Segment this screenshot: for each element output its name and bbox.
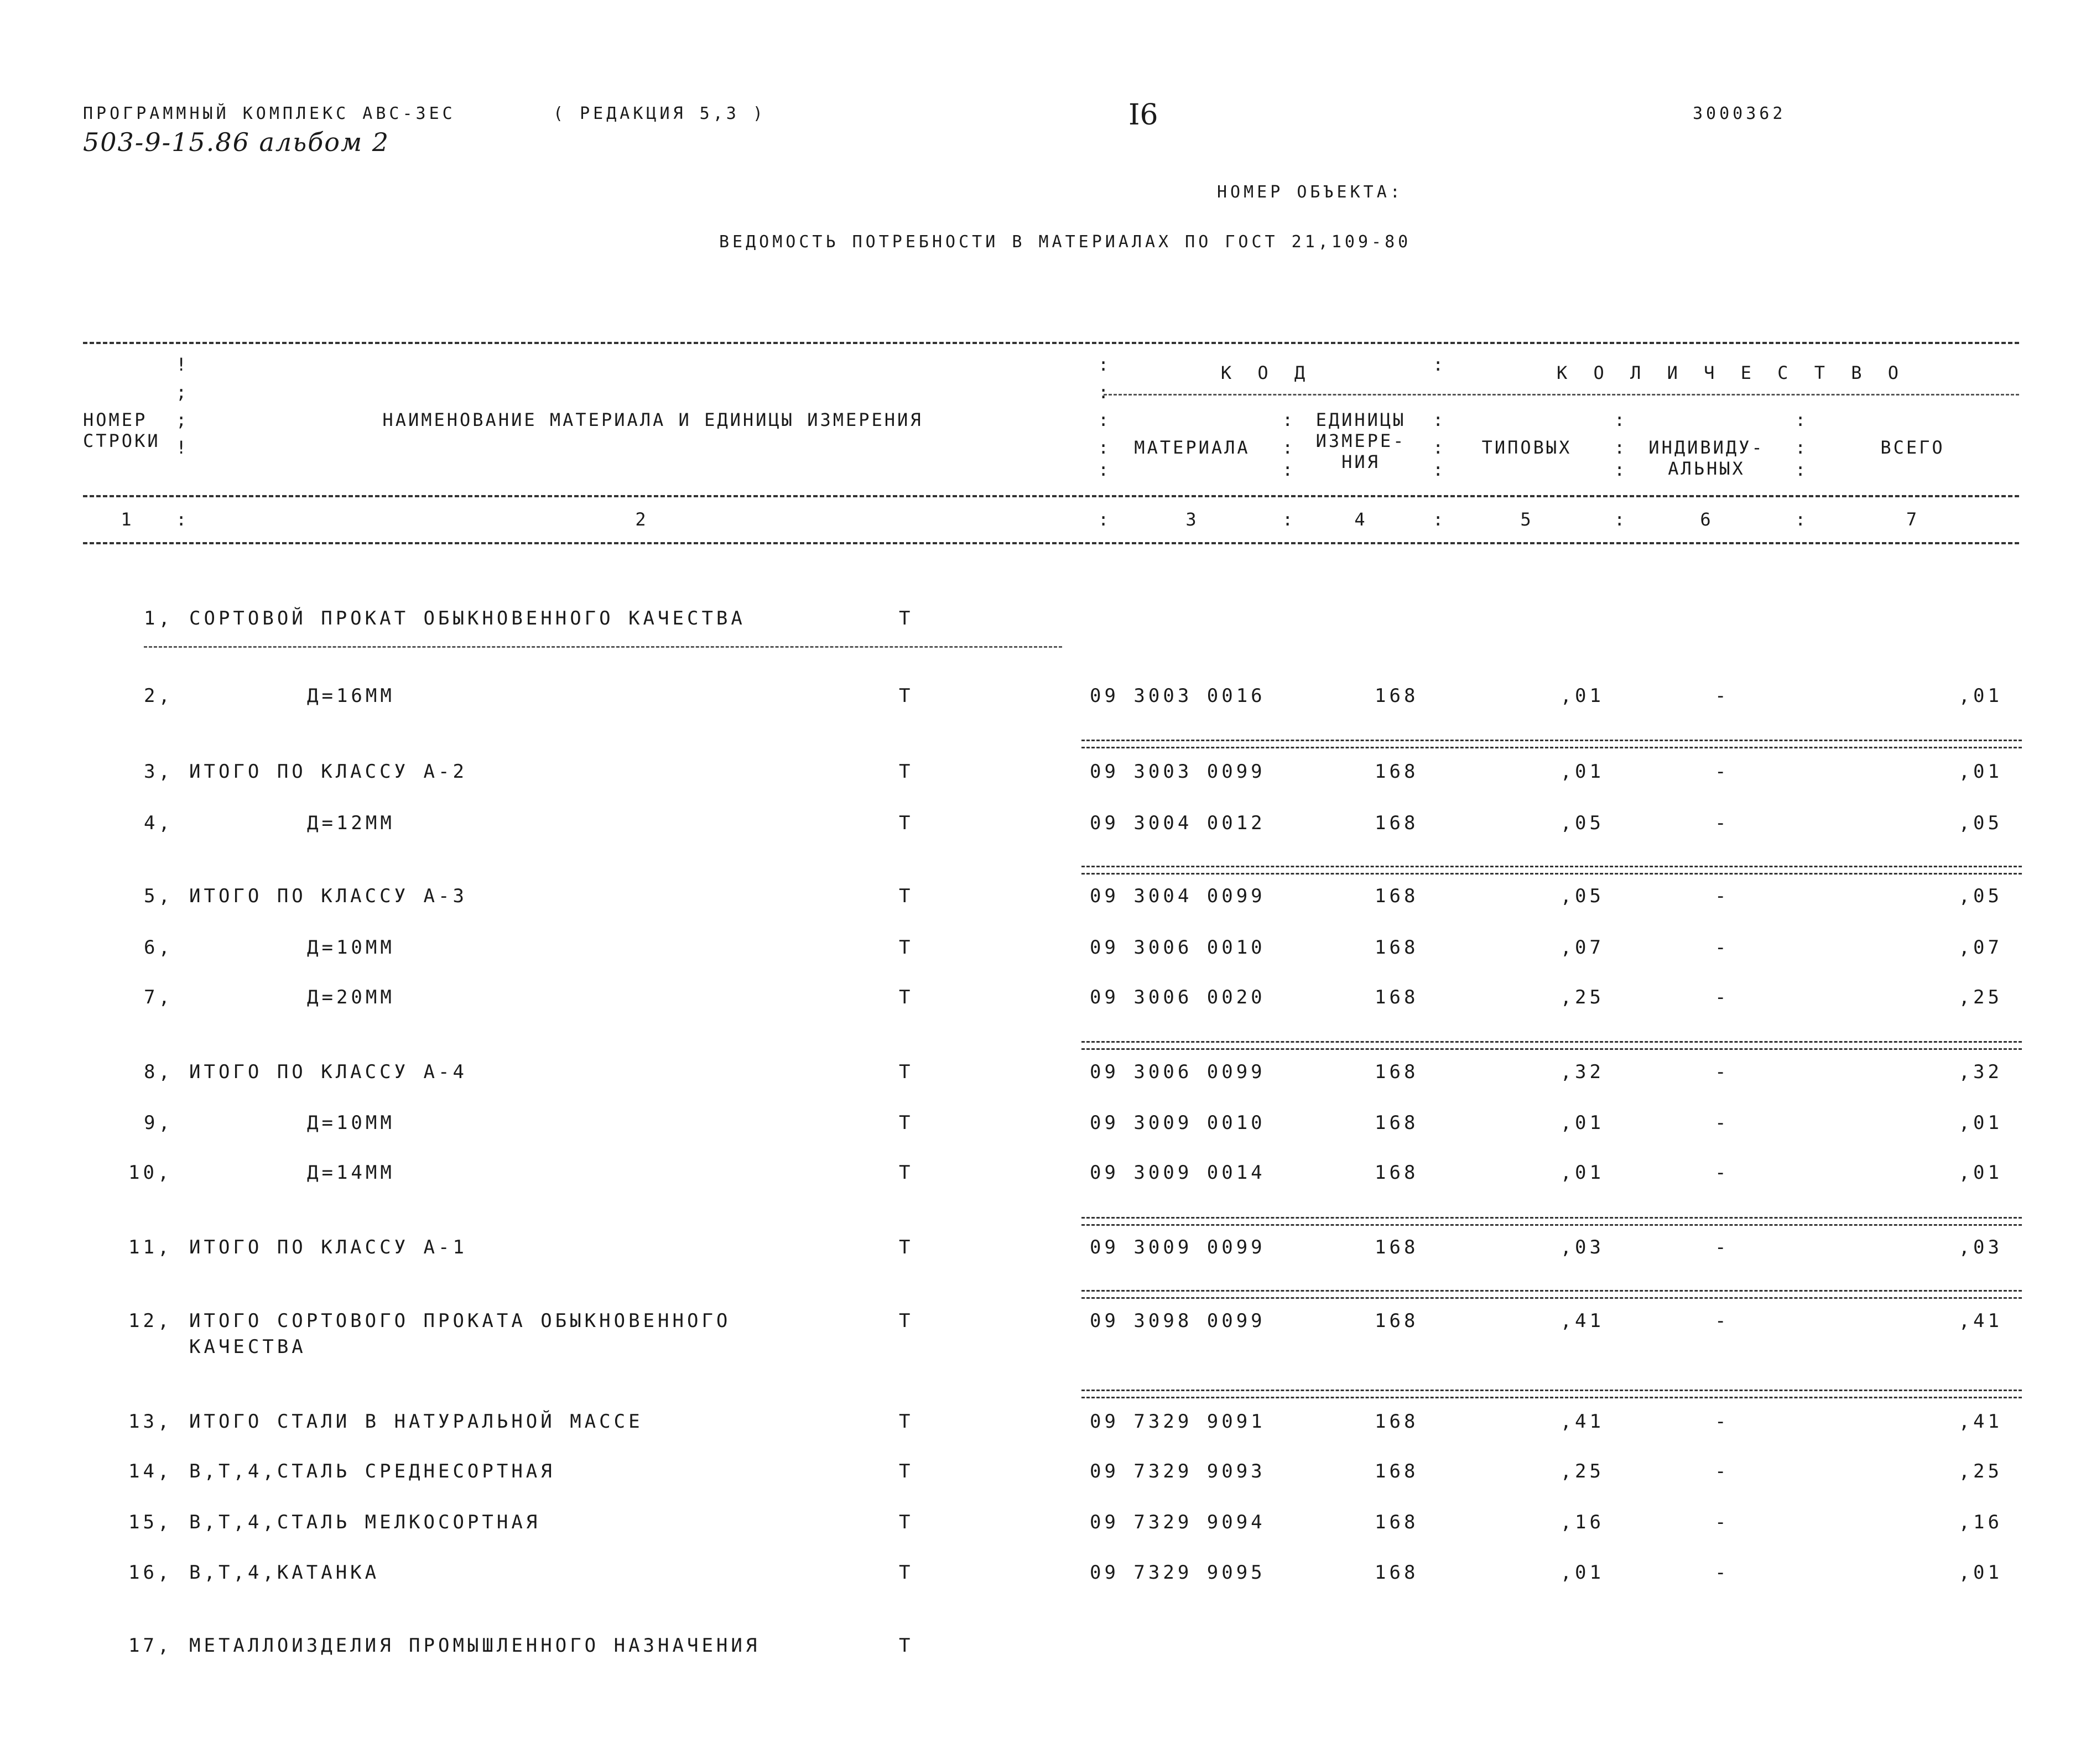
- row-unit: Т: [899, 685, 914, 707]
- row-qty-typical: ,01: [1560, 761, 1604, 783]
- row-qty-total: ,25: [1958, 986, 2002, 1008]
- row-unit: Т: [899, 936, 914, 959]
- column-number-1: 1: [121, 509, 134, 530]
- row-qty-total: ,07: [1958, 936, 2002, 959]
- row-material-name: МЕТАЛЛОИЗДЕЛИЯ ПРОМЫШЛЕННОГО НАЗНАЧЕНИЯ: [189, 1635, 761, 1657]
- header-separator: !: [176, 437, 187, 458]
- row-number: 11,: [128, 1236, 173, 1258]
- row-number: 6,: [144, 936, 173, 959]
- row-unit: Т: [899, 812, 914, 834]
- row-unit: Т: [899, 1511, 914, 1533]
- document-title: ВЕДОМОСТЬ ПОТРЕБНОСТИ В МАТЕРИАЛАХ ПО ГОСТ 21,109-80: [719, 232, 1412, 252]
- header-separator: ;: [176, 409, 187, 430]
- row-number: 14,: [128, 1460, 173, 1482]
- row-material-code: 09 3004 0099: [1090, 885, 1266, 907]
- header-mid-rule: [83, 495, 2019, 497]
- row-material-name: ИТОГО ПО КЛАССУ А-3: [189, 885, 467, 907]
- row-unit-code: 168: [1375, 1112, 1419, 1134]
- row-unit-code: 168: [1375, 986, 1419, 1008]
- header-separator: :: [1433, 354, 1444, 375]
- subtotal-rule: [1081, 1217, 2022, 1226]
- header-code-group: К О Д: [1220, 362, 1313, 383]
- row-qty-total: ,03: [1958, 1236, 2002, 1258]
- row-number: 2,: [144, 685, 173, 707]
- row-material-name: Д=16ММ: [307, 685, 395, 707]
- header-separator: :: [176, 509, 187, 530]
- row-material-code: 09 7329 9093: [1090, 1460, 1266, 1482]
- header-separator: :: [1614, 437, 1625, 458]
- row-unit: Т: [899, 1411, 914, 1433]
- row-qty-total: ,41: [1958, 1310, 2002, 1332]
- row-qty-typical: ,01: [1560, 1562, 1604, 1584]
- row-unit-code: 168: [1375, 1162, 1419, 1184]
- row-unit-code: 168: [1375, 1061, 1419, 1083]
- row-qty-individual: -: [1715, 1310, 1730, 1332]
- row-unit-code: 168: [1375, 936, 1419, 959]
- row-qty-total: ,41: [1958, 1411, 2002, 1433]
- row-qty-total: ,01: [1958, 1112, 2002, 1134]
- header-separator: :: [1433, 409, 1444, 430]
- row-material-name: ИТОГО ПО КЛАССУ А-1: [189, 1236, 467, 1258]
- header-quantity-total: ВСЕГО: [1880, 437, 1945, 458]
- row-qty-individual: -: [1715, 761, 1730, 783]
- header-material-name: НАИМЕНОВАНИЕ МАТЕРИАЛА И ЕДИНИЦЫ ИЗМЕРЕНИЯ: [382, 409, 923, 430]
- row-number: 8,: [144, 1061, 173, 1083]
- row-unit: Т: [899, 1460, 914, 1482]
- row-qty-total: ,01: [1958, 1562, 2002, 1584]
- row-number: 9,: [144, 1112, 173, 1134]
- column-number-5: 5: [1520, 509, 1533, 530]
- row-qty-typical: ,05: [1560, 812, 1604, 834]
- row-unit-code: 168: [1375, 1562, 1419, 1584]
- header-code-unit: ЕДИНИЦЫ ИЗМЕРЕ- НИЯ: [1315, 409, 1406, 472]
- header-bottom-rule: [83, 542, 2019, 544]
- subtotal-rule: [1081, 1041, 2022, 1050]
- section-underline: [144, 646, 1062, 648]
- row-qty-total: ,32: [1958, 1061, 2002, 1083]
- row-unit-code: 168: [1375, 1460, 1419, 1482]
- row-qty-individual: -: [1715, 1112, 1730, 1134]
- row-number: 4,: [144, 812, 173, 834]
- row-qty-typical: ,41: [1560, 1411, 1604, 1433]
- header-separator: :: [1795, 437, 1806, 458]
- subtotal-rule: [1081, 866, 2022, 875]
- row-qty-typical: ,01: [1560, 1162, 1604, 1184]
- column-number-4: 4: [1354, 509, 1367, 530]
- row-qty-total: ,01: [1958, 1162, 2002, 1184]
- row-material-name: ИТОГО СОРТОВОГО ПРОКАТА ОБЫКНОВЕННОГО: [189, 1310, 731, 1332]
- row-unit-code: 168: [1375, 1236, 1419, 1258]
- row-qty-typical: ,25: [1560, 986, 1604, 1008]
- subtotal-rule: [1081, 740, 2022, 748]
- row-qty-individual: -: [1715, 812, 1730, 834]
- row-qty-total: ,05: [1958, 812, 2002, 834]
- row-material-code: 09 7329 9091: [1090, 1411, 1266, 1433]
- header-separator: ;: [176, 382, 187, 403]
- row-unit: Т: [899, 607, 914, 629]
- row-qty-typical: ,07: [1560, 936, 1604, 959]
- program-edition: ( РЕДАКЦИЯ 5,3 ): [553, 104, 766, 123]
- column-number-3: 3: [1185, 509, 1199, 530]
- row-material-name: Д=12ММ: [307, 812, 395, 834]
- row-qty-individual: -: [1715, 1460, 1730, 1482]
- row-material-code: 09 3006 0010: [1090, 936, 1266, 959]
- row-unit: Т: [899, 1162, 914, 1184]
- header-separator: :: [1098, 437, 1109, 458]
- row-material-code: 09 3009 0014: [1090, 1162, 1266, 1184]
- column-number-7: 7: [1906, 509, 1920, 530]
- row-qty-individual: -: [1715, 1162, 1730, 1184]
- object-number-label: НОМЕР ОБЪЕКТА:: [1217, 183, 1403, 202]
- row-number: 12,: [128, 1310, 173, 1332]
- row-material-code: 09 3006 0020: [1090, 986, 1266, 1008]
- row-qty-typical: ,32: [1560, 1061, 1604, 1083]
- row-qty-individual: -: [1715, 986, 1730, 1008]
- row-unit-code: 168: [1375, 685, 1419, 707]
- header-separator: :: [1795, 409, 1806, 430]
- row-number: 17,: [128, 1635, 173, 1657]
- row-material-name: Д=10ММ: [307, 1112, 395, 1134]
- row-material-name-continued: КАЧЕСТВА: [189, 1336, 306, 1358]
- row-material-code: 09 3003 0099: [1090, 761, 1266, 783]
- row-qty-individual: -: [1715, 1511, 1730, 1533]
- row-qty-individual: -: [1715, 936, 1730, 959]
- row-qty-individual: -: [1715, 885, 1730, 907]
- row-material-name: ИТОГО ПО КЛАССУ А-4: [189, 1061, 467, 1083]
- row-number: 7,: [144, 986, 173, 1008]
- row-unit: Т: [899, 1562, 914, 1584]
- header-separator: :: [1098, 459, 1109, 480]
- header-separator: :: [1433, 459, 1444, 480]
- row-material-name: ИТОГО СТАЛИ В НАТУРАЛЬНОЙ МАССЕ: [189, 1411, 643, 1433]
- header-code-material: МАТЕРИАЛА: [1134, 437, 1250, 458]
- row-unit-code: 168: [1375, 812, 1419, 834]
- row-material-name: В,Т,4,КАТАНКА: [189, 1562, 380, 1584]
- subtotal-rule: [1081, 1390, 2022, 1398]
- document-code: 3000362: [1693, 104, 1786, 123]
- header-separator: :: [1098, 409, 1109, 430]
- row-material-name: В,Т,4,СТАЛЬ МЕЛКОСОРТНАЯ: [189, 1511, 541, 1533]
- header-separator: :: [1282, 459, 1293, 480]
- header-separator: :: [1098, 354, 1109, 375]
- row-qty-typical: ,01: [1560, 685, 1604, 707]
- row-unit: Т: [899, 1635, 914, 1657]
- row-material-code: 09 3006 0099: [1090, 1061, 1266, 1083]
- header-separator: :: [1098, 509, 1109, 530]
- row-material-code: 09 7329 9094: [1090, 1511, 1266, 1533]
- header-separator: :: [1614, 409, 1625, 430]
- row-unit: Т: [899, 761, 914, 783]
- row-unit-code: 168: [1375, 761, 1419, 783]
- row-number: 5,: [144, 885, 173, 907]
- row-qty-typical: ,41: [1560, 1310, 1604, 1332]
- row-number: 3,: [144, 761, 173, 783]
- header-row-number: НОМЕР СТРОКИ: [83, 409, 160, 451]
- row-qty-typical: ,03: [1560, 1236, 1604, 1258]
- header-quantity-individual: ИНДИВИДУ- АЛЬНЫХ: [1648, 437, 1765, 479]
- row-number: 13,: [128, 1411, 173, 1433]
- header-separator: :: [1795, 509, 1806, 530]
- row-qty-total: ,01: [1958, 685, 2002, 707]
- row-material-code: 09 3009 0099: [1090, 1236, 1266, 1258]
- row-qty-total: ,01: [1958, 761, 2002, 783]
- row-material-code: 09 3098 0099: [1090, 1310, 1266, 1332]
- row-unit: Т: [899, 1061, 914, 1083]
- row-material-code: 09 3003 0016: [1090, 685, 1266, 707]
- row-qty-typical: ,05: [1560, 885, 1604, 907]
- row-number: 1,: [144, 607, 173, 629]
- header-sub-rule: [1104, 394, 2019, 396]
- header-separator: :: [1282, 409, 1293, 430]
- row-unit-code: 168: [1375, 1511, 1419, 1533]
- header-separator: :: [1282, 437, 1293, 458]
- row-number: 15,: [128, 1511, 173, 1533]
- row-unit-code: 168: [1375, 1411, 1419, 1433]
- row-material-name: СОРТОВОЙ ПРОКАТ ОБЫКНОВЕННОГО КАЧЕСТВА: [189, 607, 746, 629]
- row-unit: Т: [899, 986, 914, 1008]
- row-qty-individual: -: [1715, 685, 1730, 707]
- row-material-code: 09 3004 0012: [1090, 812, 1266, 834]
- row-number: 16,: [128, 1562, 173, 1584]
- row-qty-typical: ,25: [1560, 1460, 1604, 1482]
- row-qty-total: ,25: [1958, 1460, 2002, 1482]
- page-number: I6: [1128, 98, 1158, 132]
- row-unit-code: 168: [1375, 1310, 1419, 1332]
- header-separator: :: [1433, 509, 1444, 530]
- row-qty-individual: -: [1715, 1411, 1730, 1433]
- row-material-name: В,Т,4,СТАЛЬ СРЕДНЕСОРТНАЯ: [189, 1460, 555, 1482]
- row-qty-individual: -: [1715, 1061, 1730, 1083]
- row-number: 10,: [128, 1162, 173, 1184]
- row-material-code: 09 7329 9095: [1090, 1562, 1266, 1584]
- row-qty-individual: -: [1715, 1236, 1730, 1258]
- row-qty-typical: ,16: [1560, 1511, 1604, 1533]
- column-number-6: 6: [1700, 509, 1713, 530]
- row-unit: Т: [899, 1112, 914, 1134]
- row-material-name: Д=10ММ: [307, 936, 395, 959]
- row-qty-total: ,05: [1958, 885, 2002, 907]
- header-separator: :: [1614, 459, 1625, 480]
- row-material-code: 09 3009 0010: [1090, 1112, 1266, 1134]
- row-material-name: Д=14ММ: [307, 1162, 395, 1184]
- header-separator: :: [1282, 509, 1293, 530]
- program-name: ПРОГРАММНЫЙ КОМПЛЕКС АВС-ЗЕС: [83, 104, 456, 123]
- row-unit-code: 168: [1375, 885, 1419, 907]
- row-unit: Т: [899, 1310, 914, 1332]
- handwritten-reference: 503-9-15.86 альбом 2: [83, 127, 390, 157]
- header-separator: :: [1433, 437, 1444, 458]
- row-qty-total: ,16: [1958, 1511, 2002, 1533]
- header-quantity-group: К О Л И Ч Е С Т В О: [1556, 362, 1907, 383]
- row-material-name: Д=20ММ: [307, 986, 395, 1008]
- header-separator: :: [1795, 459, 1806, 480]
- row-material-name: ИТОГО ПО КЛАССУ А-2: [189, 761, 467, 783]
- row-qty-individual: -: [1715, 1562, 1730, 1584]
- column-number-2: 2: [635, 509, 648, 530]
- header-quantity-typical: ТИПОВЫХ: [1481, 437, 1572, 458]
- subtotal-rule: [1081, 1290, 2022, 1299]
- row-unit: Т: [899, 885, 914, 907]
- header-separator: :: [1098, 382, 1109, 403]
- table-top-rule: [83, 342, 2019, 344]
- row-qty-typical: ,01: [1560, 1112, 1604, 1134]
- header-separator: :: [1614, 509, 1625, 530]
- row-unit: Т: [899, 1236, 914, 1258]
- header-separator: !: [176, 354, 187, 375]
